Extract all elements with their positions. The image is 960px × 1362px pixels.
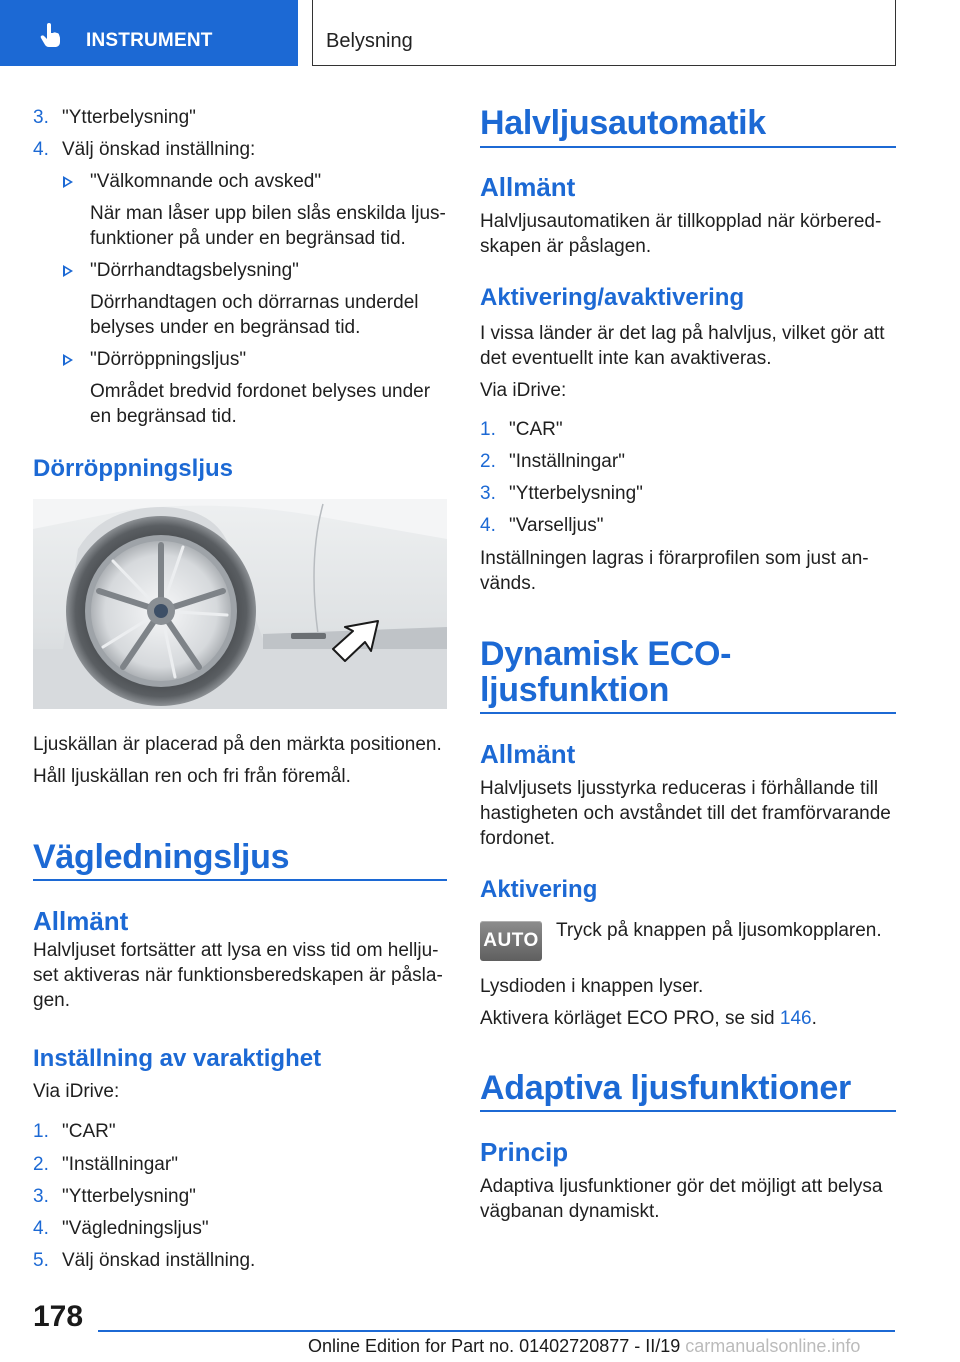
heading-rule xyxy=(480,1110,896,1112)
footer-edition xyxy=(308,1336,860,1357)
step-text: "Varselljus" xyxy=(509,515,604,536)
step-number: 2. xyxy=(480,451,496,472)
option-desc: belyses under en begränsad tid. xyxy=(90,317,361,338)
body-text: fordonet. xyxy=(480,828,555,849)
step-text: "Ytterbelysning" xyxy=(62,107,196,128)
guide-light-heading: Vägledningsljus xyxy=(33,838,290,876)
heading-rule xyxy=(33,879,447,881)
body-text: Halvljusets ljusstyrka reduceras i förhållande till xyxy=(480,778,879,799)
triangle-bullet-icon xyxy=(63,176,73,188)
body-text: hastigheten och avståndet till det framförvarande xyxy=(480,803,891,824)
page-reference-link[interactable]: 146 xyxy=(779,1008,812,1029)
option-title: "Välkomnande och avsked" xyxy=(90,171,322,192)
step-text: "Inställningar" xyxy=(509,451,625,472)
body-text-suffix: . xyxy=(811,1008,817,1029)
subheading: Aktivering xyxy=(480,876,598,903)
topic-label: Belysning xyxy=(326,30,413,52)
step-number: 5. xyxy=(33,1250,49,1271)
body-text-prefix: Aktivera körläget ECO PRO, se sid xyxy=(480,1008,780,1029)
step-text: Välj önskad inställning: xyxy=(62,139,256,160)
step-number: 1. xyxy=(33,1121,49,1142)
step-number: 4. xyxy=(33,1218,49,1239)
heading-rule xyxy=(480,712,896,714)
body-text xyxy=(480,1007,817,1031)
option-desc: en begränsad tid. xyxy=(90,406,237,427)
edition-text: Online Edition for Part no. 01402720877 - II/19 xyxy=(308,1336,681,1356)
subheading: Allmänt xyxy=(480,172,576,202)
auto-headlight-heading: Halvljusautomatik xyxy=(480,104,766,142)
body-text: vänds. xyxy=(480,573,536,594)
step-text: "Inställningar" xyxy=(62,1154,178,1175)
body-text: Adaptiva ljusfunktioner gör det möjligt att belysa xyxy=(480,1176,883,1197)
section-label: INSTRUMENT xyxy=(86,30,213,51)
step-number: 4. xyxy=(33,139,49,160)
step-text: "Ytterbelysning" xyxy=(509,483,643,504)
step-number: 4. xyxy=(480,515,496,536)
body-text: gen. xyxy=(33,990,70,1011)
body-text: vägbanan dynamiskt. xyxy=(480,1201,660,1222)
body-text: Tryck på knappen på ljusomkopplaren. xyxy=(556,920,882,941)
body-text: det eventuellt inte kan avaktiveras. xyxy=(480,348,772,369)
hand-pointer-icon xyxy=(38,22,64,48)
step-text: "Vägledningsljus" xyxy=(62,1218,209,1239)
option-desc: Området bredvid fordonet belyses under xyxy=(90,381,431,402)
step-text: "CAR" xyxy=(62,1121,116,1142)
body-text: Håll ljuskällan ren och fri från föremål. xyxy=(33,766,351,787)
subheading: Allmänt xyxy=(480,739,576,769)
step-text: "Ytterbelysning" xyxy=(62,1186,196,1207)
body-text: set aktiveras när funktionsberedskapen är påsla- xyxy=(33,965,443,986)
triangle-bullet-icon xyxy=(63,265,73,277)
option-title: "Dörröppningsljus" xyxy=(90,349,247,370)
body-text: Inställningen lagras i förarprofilen som just an- xyxy=(480,548,869,569)
triangle-bullet-icon xyxy=(63,354,73,366)
option-desc: När man låser upp bilen slås enskilda ljus- xyxy=(90,203,446,224)
car-wheel-photo xyxy=(33,499,447,709)
eco-heading: Dynamisk ECO- xyxy=(480,635,732,673)
footer-rule xyxy=(98,1330,895,1332)
step-number: 3. xyxy=(480,483,496,504)
body-text: Via iDrive: xyxy=(33,1081,120,1102)
step-text: "CAR" xyxy=(509,419,563,440)
option-desc: funktioner på under en begränsad tid. xyxy=(90,228,406,249)
door-light-heading: Dörröppningsljus xyxy=(33,455,233,482)
adaptive-heading: Adaptiva ljusfunktioner xyxy=(480,1069,851,1107)
watermark-text: carmanualsonline.info xyxy=(685,1336,861,1356)
subheading: Aktivering/avaktivering xyxy=(480,284,745,311)
eco-heading: ljusfunktion xyxy=(480,671,670,709)
body-text: I vissa länder är det lag på halvljus, vilket gör att xyxy=(480,323,885,344)
body-text: skapen är påslagen. xyxy=(480,236,652,257)
step-text: Välj önskad inställning. xyxy=(62,1250,256,1271)
section-tab[interactable] xyxy=(0,0,298,66)
subheading: Princip xyxy=(480,1137,569,1167)
page-number: 178 xyxy=(33,1300,84,1333)
step-number: 3. xyxy=(33,1186,49,1207)
step-number: 1. xyxy=(480,419,496,440)
body-text: Halvljusautomatiken är tillkopplad när körbered- xyxy=(480,211,882,232)
option-desc: Dörrhandtagen och dörrarnas underdel xyxy=(90,292,419,313)
body-text: Via iDrive: xyxy=(480,380,567,401)
body-text: Lysdioden i knappen lyser. xyxy=(480,976,704,997)
subheading: Inställning av varaktighet xyxy=(33,1045,322,1072)
option-title: "Dörrhandtagsbelysning" xyxy=(90,260,299,281)
step-number: 3. xyxy=(33,107,49,128)
body-text: Halvljuset fortsätter att lysa en viss tid om hellju- xyxy=(33,940,439,961)
subheading: Allmänt xyxy=(33,906,129,936)
step-number: 2. xyxy=(33,1154,49,1175)
auto-button-icon: AUTO xyxy=(480,921,542,961)
heading-rule xyxy=(480,146,896,148)
topic-header xyxy=(312,0,896,66)
body-text: Ljuskällan är placerad på den märkta positionen. xyxy=(33,734,442,755)
